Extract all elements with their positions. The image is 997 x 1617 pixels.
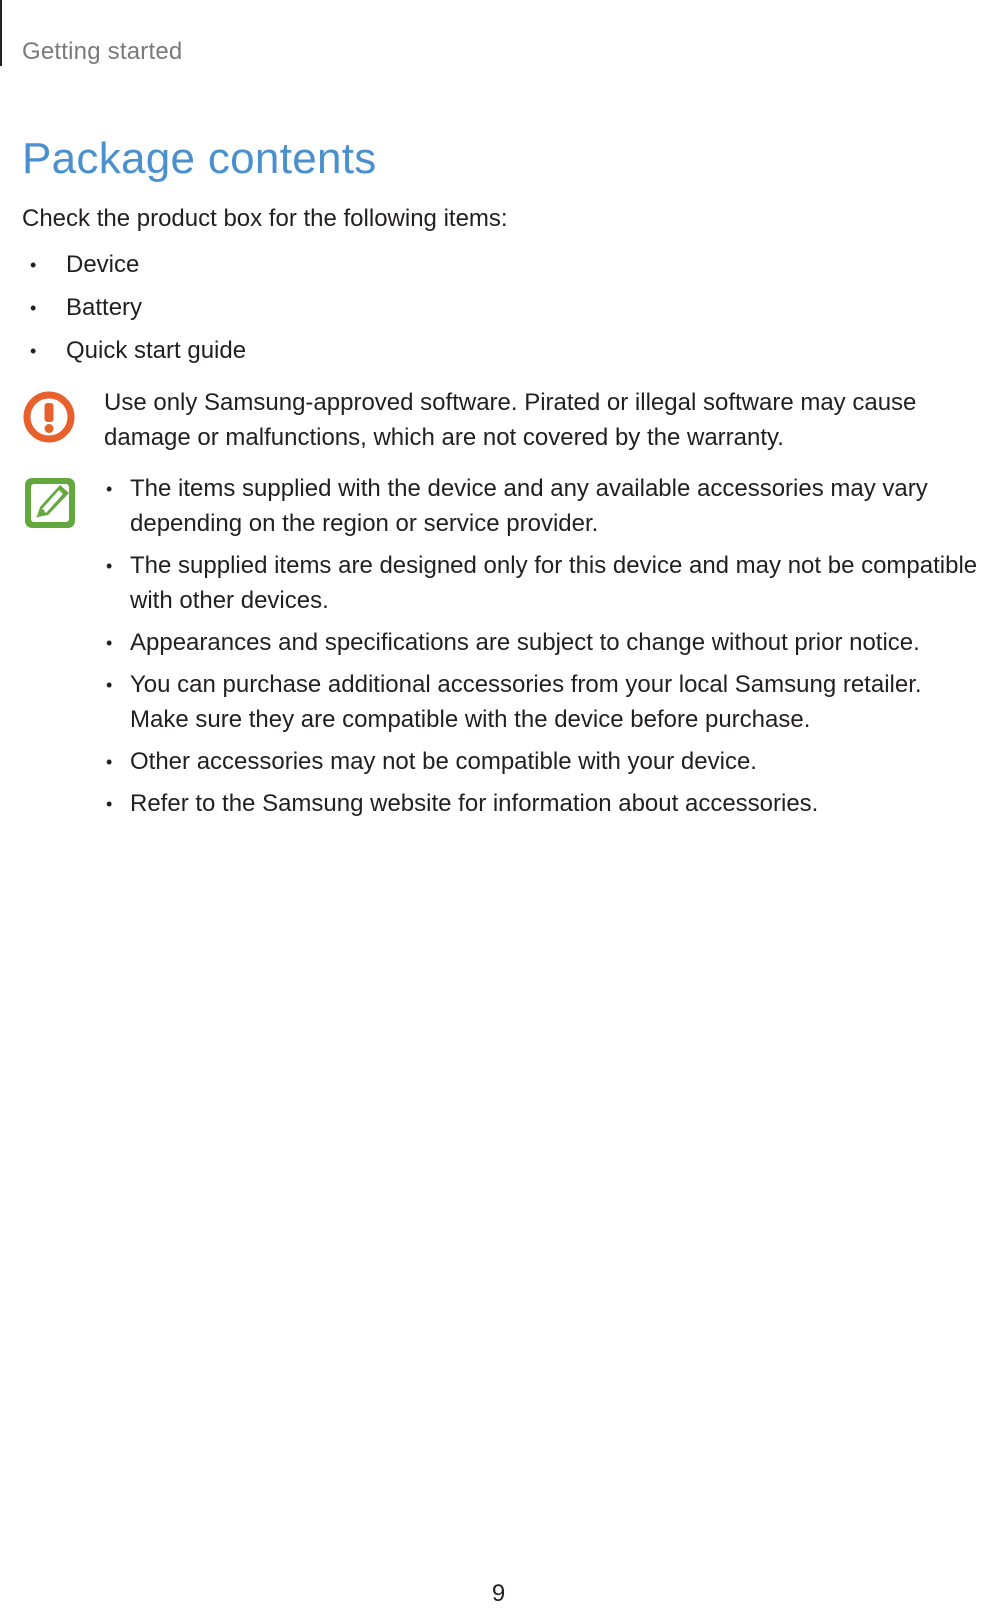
bullet: • bbox=[106, 752, 113, 772]
intro-text: Check the product box for the following items: bbox=[22, 205, 508, 232]
bullet: • bbox=[106, 675, 113, 695]
package-contents-list bbox=[30, 250, 246, 379]
list-item-text: Quick start guide bbox=[66, 337, 247, 364]
bullet: • bbox=[106, 794, 113, 814]
note-pencil-icon bbox=[22, 475, 78, 531]
list-item bbox=[104, 625, 984, 660]
page-number: 9 bbox=[491, 1580, 506, 1607]
list-item bbox=[104, 471, 984, 541]
header-edge-rule bbox=[0, 0, 2, 66]
list-item-text: You can purchase additional accessories from your local Samsung retailer. Make sure they are compatible with the device before purchase. bbox=[130, 671, 922, 733]
list-item-text: Appearances and specifications are subject to change without prior notice. bbox=[130, 629, 920, 656]
list-item-text: Refer to the Samsung website for information about accessories. bbox=[130, 790, 819, 817]
list-item-text: Other accessories may not be compatible with your device. bbox=[130, 748, 757, 775]
list-item bbox=[30, 250, 246, 293]
list-item bbox=[104, 744, 984, 779]
list-item-text: The supplied items are designed only for this device and may not be compatible with other devices. bbox=[130, 552, 978, 614]
caution-text: Use only Samsung-approved software. Pirated or illegal software may cause damage or malfunctions, which are not covered by the warranty. bbox=[104, 389, 917, 451]
list-item bbox=[104, 786, 984, 821]
list-item-text: The items supplied with the device and any available accessories may vary depending on the region or service provider. bbox=[130, 475, 928, 537]
caution-icon bbox=[22, 390, 76, 444]
bullet: • bbox=[106, 556, 113, 576]
bullet: • bbox=[30, 255, 37, 275]
page-title: Package contents bbox=[22, 134, 377, 183]
list-item bbox=[104, 548, 984, 618]
bullet: • bbox=[30, 341, 37, 361]
notes-list bbox=[104, 471, 984, 828]
list-item-text: Battery bbox=[66, 294, 143, 321]
list-item bbox=[104, 667, 984, 737]
bullet: • bbox=[30, 298, 37, 318]
bullet: • bbox=[106, 633, 113, 653]
list-item bbox=[30, 336, 246, 379]
section-header: Getting started bbox=[22, 38, 183, 65]
list-item bbox=[30, 293, 246, 336]
bullet: • bbox=[106, 479, 113, 499]
list-item-text: Device bbox=[66, 251, 140, 278]
